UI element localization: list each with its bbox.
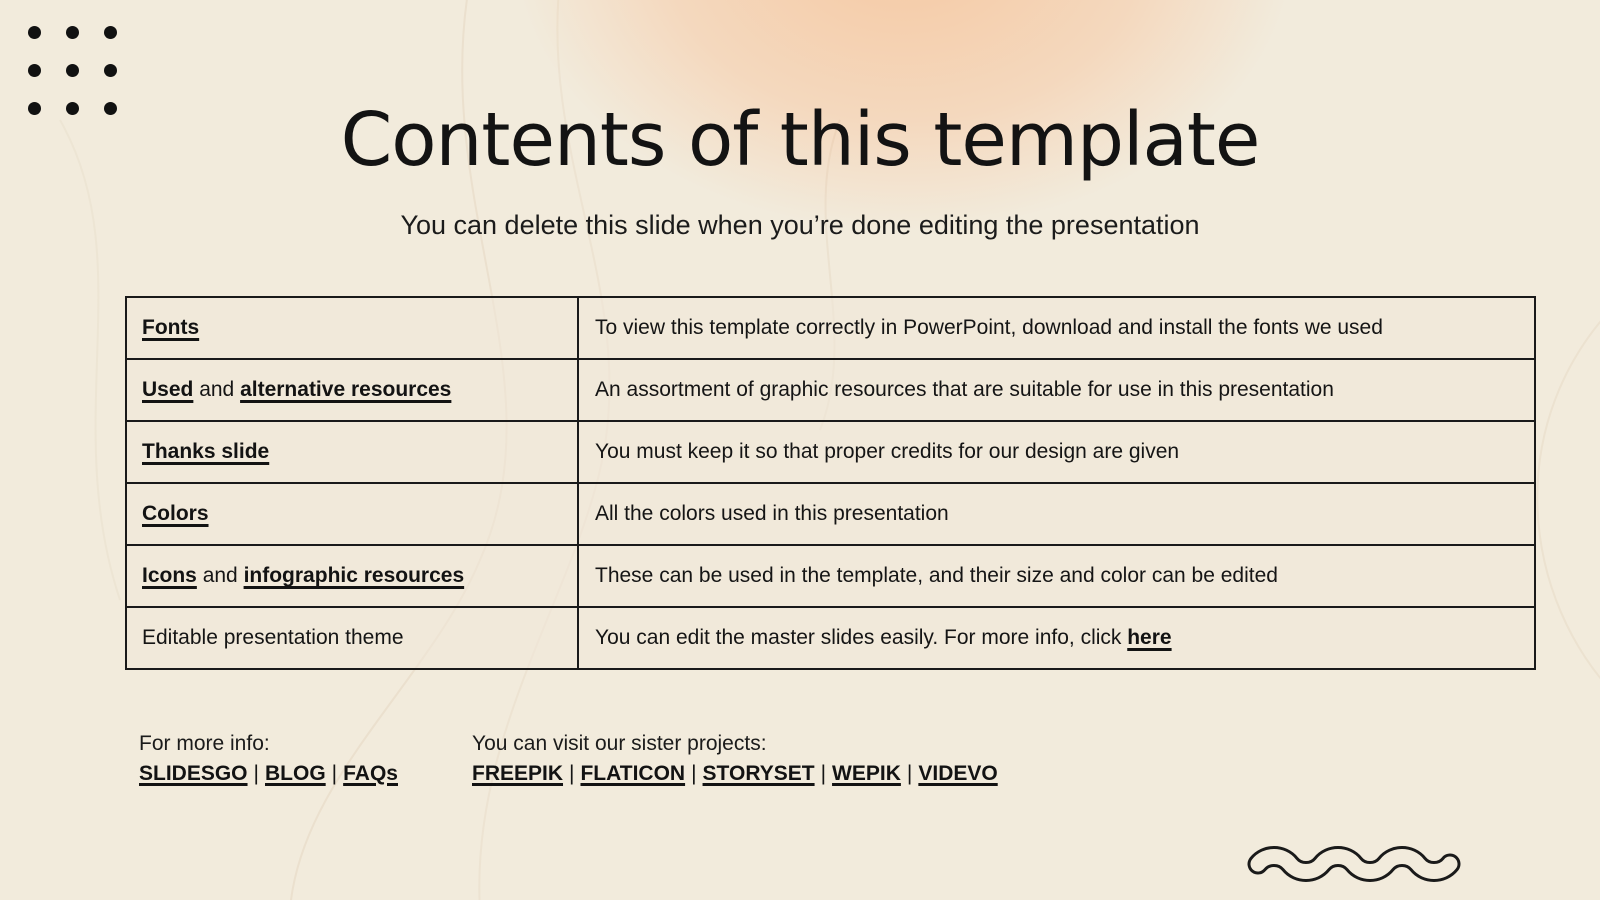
row-desc-cell bbox=[578, 297, 1535, 359]
row-label-cell bbox=[126, 359, 578, 421]
row-desc-text: These can be used in the template, and their size and color can be edited bbox=[595, 564, 1278, 587]
footer-info-links bbox=[139, 761, 398, 788]
thanks-slide-link[interactable]: Thanks slide bbox=[142, 440, 270, 463]
slidesgo-link[interactable]: SLIDESGO bbox=[139, 761, 248, 785]
separator: | bbox=[691, 761, 697, 785]
storyset-link[interactable]: STORYSET bbox=[702, 761, 815, 785]
videvo-link[interactable]: VIDEVO bbox=[918, 761, 998, 785]
dot bbox=[66, 26, 79, 39]
label-text: and bbox=[196, 564, 244, 587]
footer-info-block bbox=[139, 731, 398, 788]
row-desc-text: You can edit the master slides easily. For more info, click bbox=[595, 626, 1128, 649]
row-desc-cell bbox=[578, 359, 1535, 421]
flaticon-link[interactable]: FLATICON bbox=[580, 761, 686, 785]
separator: | bbox=[331, 761, 338, 785]
dot bbox=[104, 64, 117, 77]
footer-sister-links bbox=[472, 761, 998, 788]
table-row bbox=[126, 545, 1535, 607]
row-label-cell bbox=[126, 421, 578, 483]
row-desc-text: An assortment of graphic resources that are suitable for use in this presentation bbox=[595, 378, 1334, 401]
row-desc-cell bbox=[578, 483, 1535, 545]
used-resources-link[interactable]: Used bbox=[142, 378, 194, 401]
colors-link[interactable]: Colors bbox=[142, 502, 209, 525]
contents-table bbox=[125, 296, 1536, 670]
separator: | bbox=[906, 761, 913, 785]
table-row bbox=[126, 297, 1535, 359]
fonts-link[interactable]: Fonts bbox=[142, 316, 200, 339]
here-link[interactable]: here bbox=[1127, 626, 1172, 649]
dot bbox=[104, 26, 117, 39]
alternative-resources-link[interactable]: alternative resources bbox=[240, 378, 452, 401]
slide-subtitle: You can delete this slide when you’re done editing the presentation bbox=[400, 210, 1200, 240]
faqs-link[interactable]: FAQs bbox=[343, 761, 398, 785]
squiggle-wave-icon bbox=[1244, 824, 1474, 888]
table-row bbox=[126, 359, 1535, 421]
label-text: and bbox=[193, 378, 241, 401]
label-text: Editable presentation theme bbox=[142, 626, 404, 649]
table-row bbox=[126, 607, 1535, 669]
dot bbox=[28, 64, 41, 77]
row-label-cell bbox=[126, 483, 578, 545]
row-desc-cell bbox=[578, 421, 1535, 483]
separator: | bbox=[253, 761, 259, 785]
footer-info-heading: For more info: bbox=[139, 732, 270, 755]
footer-sister-block bbox=[472, 731, 998, 788]
row-desc-text: You must keep it so that proper credits for our design are given bbox=[595, 440, 1180, 463]
row-desc-cell bbox=[578, 607, 1535, 669]
row-label-cell bbox=[126, 297, 578, 359]
table-row bbox=[126, 483, 1535, 545]
row-desc-cell bbox=[578, 545, 1535, 607]
dot bbox=[66, 64, 79, 77]
footer-sister-heading: You can visit our sister projects: bbox=[472, 732, 767, 755]
slide-title: Contents of this template bbox=[340, 97, 1260, 183]
separator: | bbox=[820, 761, 827, 785]
table-row bbox=[126, 421, 1535, 483]
row-desc-text: To view this template correctly in PowerPoint, download and install the fonts we used bbox=[595, 316, 1383, 339]
separator: | bbox=[569, 761, 575, 785]
freepik-link[interactable]: FREEPIK bbox=[472, 761, 564, 785]
blog-link[interactable]: BLOG bbox=[265, 761, 326, 785]
row-label-cell bbox=[126, 607, 578, 669]
row-desc-text: All the colors used in this presentation bbox=[595, 502, 949, 525]
wepik-link[interactable]: WEPIK bbox=[832, 761, 901, 785]
row-label-cell bbox=[126, 545, 578, 607]
infographic-resources-link[interactable]: infographic resources bbox=[243, 564, 465, 587]
icons-link[interactable]: Icons bbox=[142, 564, 197, 587]
dot bbox=[28, 26, 41, 39]
